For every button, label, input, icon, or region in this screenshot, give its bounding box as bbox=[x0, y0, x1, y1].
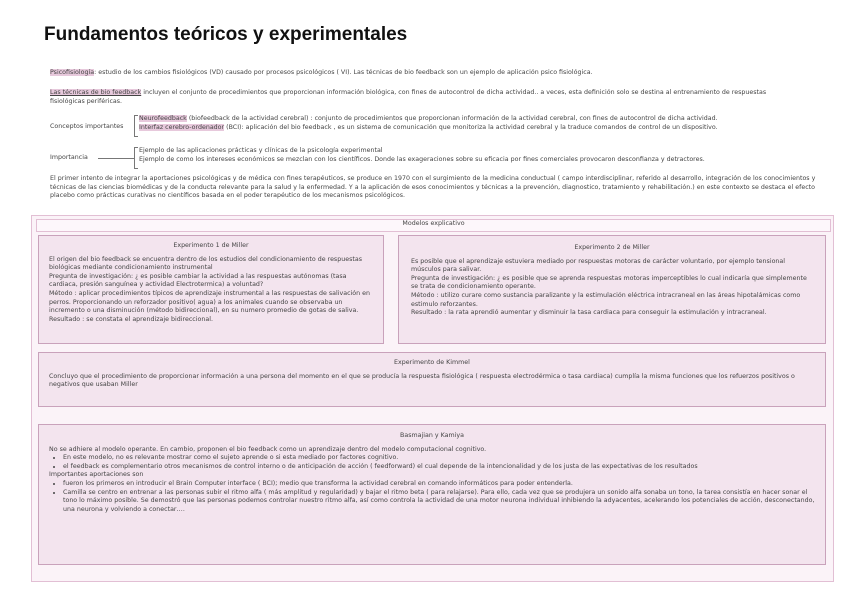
concepto-term: Neurofeedback bbox=[139, 115, 187, 122]
card-title: Experimento 2 de Miller bbox=[574, 244, 650, 251]
card-title: Experimento 1 de Miller bbox=[173, 242, 249, 249]
conceptos-bracket bbox=[134, 115, 138, 137]
concepto-text: (BCI): aplicación del bio feedback , es un sistema de comunicación que monitoriza la actividad cerebral y la traduce comandos de control de un dispositivo. bbox=[224, 123, 718, 131]
medicina-conductual-paragraph: El primer intento de integrar la aportaciones psicológicas y de médica con fines terapéuticos, se produce en 1970 con el surgimiento de la medicina conductual ( campo interdisciplinar, referido al desarrollo, integración de los conocimientos y técnicas de las ciencias biomédicas y de la conducta relevante para la salud y la enfermedad. Y a la aplicación de esos conocimientos y técnicas a la prevención, diagnostico, tratamiento y rehabilitación.) en este contexto se destaca el efecto placebo como prácticas curativas no científicos basada en el poder terapéutico de los mecanismos psicológicos. bbox=[50, 175, 816, 200]
bullet-list bbox=[49, 454, 815, 471]
concepto-item bbox=[139, 124, 819, 133]
list-item: • el feedback es complementario otros mecanismos de control interno o de anticipación de acción ( feedforward) el cual depende de la intencionalidad y de los justa de las expectativas de los resultados bbox=[63, 463, 815, 472]
card-line: Pregunta de investigación: ¿ es posible cambiar la actividad a las respuestas autónomas (tasa cardiaca, presión sanguínea y actividad Electrotermica) a voluntad? bbox=[49, 272, 347, 289]
card-line: El origen del bio feedback se encuentra dentro de los estudios del condicionamiento de respuestas biológicas mediante condicionamiento instrumental bbox=[49, 255, 362, 272]
card-title: Experimento de Kimmel bbox=[394, 359, 470, 366]
list-item: • fueron los primeros en introducir el Brain Computer interface ( BCI); medio que transforma la actividad cerebral en comando informáticos para poder entenderla. bbox=[63, 480, 815, 489]
basmajian-kamiya-card bbox=[38, 424, 826, 565]
concepto-term: Interfaz cerebro-ordenador bbox=[139, 123, 225, 131]
experimento-1-miller-card bbox=[38, 235, 384, 344]
list-item: • Camilla se centro en entrenar a las personas subir el ritmo alfa ( más amplitud y regularidad) y bajar el ritmo beta ( para relajarse). Para ello, cada vez que se produjera un sonido alfa sonaba un tono, la tarea consistía en hacer sonar el tono lo máximo posible. Se demostró que las personas podemos controlar nuestro ritmo alfa, así como controla la actividad de una motor neurona individual inhibiendo la adyacentes, acelerando los potenciales de acción, desconectando, una neurona y volviendo a conectar…. bbox=[63, 489, 815, 515]
conceptos-label: Conceptos importantes bbox=[50, 123, 124, 130]
page-title: Fundamentos teóricos y experimentales bbox=[44, 24, 408, 45]
list-item: • En este modelo, no es relevante mostrar como el sujeto aprende o si esta mediado por factores cognitivo. bbox=[63, 454, 815, 463]
importancia-bracket bbox=[134, 147, 138, 169]
modelos-explicativo-title: Modelos explicativo bbox=[36, 219, 831, 232]
card-intro: No se adhiere al modelo operante. En cambio, proponen el bio feedback como un aprendizaje dentro del modelo computacional cognitivo. bbox=[49, 445, 487, 453]
importancia-item: Ejemplo de las aplicaciones prácticas y clínicas de la psicología experimental bbox=[139, 147, 383, 154]
card-line: Método : utilizo curare como sustancia paralizante y la estimulación eléctrica intracraneal en las áreas hipotalámicas como estimulo reforzantes. bbox=[411, 291, 801, 308]
card-title: Basmajian y Kamiya bbox=[400, 432, 464, 439]
psicofisiologia-text: : estudio de los cambios fisiológicos (VD) causado por procesos psicológicos ( VI). Las técnicas de bio feedback son un ejemplo de aplicación psico fisiológica. bbox=[94, 69, 593, 76]
bullet-list bbox=[49, 480, 815, 514]
card-text: Concluyo que el procedimiento de proporcionar información a una persona del momento en el que se producía la respuesta fisiológica ( respuesta electrodérmica o tasa cardiaca) cumplía la misma funciones que los refuerzos positivos o negativos que usaban Miller bbox=[49, 372, 795, 389]
importancia-label: Importancia bbox=[50, 154, 88, 161]
importancia-connector bbox=[98, 158, 134, 159]
experimento-kimmel-card bbox=[38, 352, 826, 407]
importancia-item: Ejemplo de como los intereses económicos se mezclan con los científicos. Donde las exageraciones sobre su eficacia por fines comerciales provocaron desconfianza y detractores. bbox=[139, 155, 705, 163]
tecnicas-definition bbox=[50, 89, 800, 106]
importancia-list bbox=[139, 147, 819, 164]
card-line: Resultado : la rata aprendió aumentar y disminuir la tasa cardiaca para conseguir la estimulación y intracraneal. bbox=[411, 309, 767, 317]
card-line: Método : aplicar procedimientos típicos de aprendizaje instrumental a las respuestas de salivación en perros. Proporcionando un reforzador positivo( agua) a los animales cuando se observaba un incremento o una disminución (método bidireccional), en su numero promedio de gotas de saliva. bbox=[49, 289, 371, 315]
card-line: Resultado : se constata el aprendizaje bidireccional. bbox=[49, 315, 213, 323]
card-line: Es posible que el aprendizaje estuviera mediado por respuestas motoras de carácter voluntario, por ejemplo tensional músculos para salivar. bbox=[411, 257, 786, 274]
experimento-2-miller-card bbox=[398, 235, 826, 344]
tecnicas-text: incluyen el conjunto de procedimientos que proporcionan información biológica, con fines de autocontrol de dicha actividad.. a veces, esta definición solo se destina al entrenamiento de respuestas fisiológicas periféricas. bbox=[50, 89, 767, 105]
psicofisiologia-term: Psicofisiología bbox=[50, 69, 95, 76]
tecnicas-term: Las técnicas de bio feedback bbox=[50, 89, 142, 96]
concepto-item bbox=[139, 115, 819, 124]
conceptos-list bbox=[139, 115, 819, 132]
psicofisiologia-definition bbox=[50, 69, 810, 78]
card-subheading: Importantes aportaciones son bbox=[49, 471, 144, 479]
card-line: Pregunta de investigación: ¿ es posible que se aprenda respuestas motoras imperceptibles lo cual indicaría que simplemente se trata de condicionamiento operante. bbox=[411, 274, 807, 291]
concepto-text: (biofeedback de la actividad cerebral) : conjunto de procedimientos que proporcionan información de la actividad cerebral, con fines de autocontrol de dicha actividad. bbox=[186, 115, 718, 122]
